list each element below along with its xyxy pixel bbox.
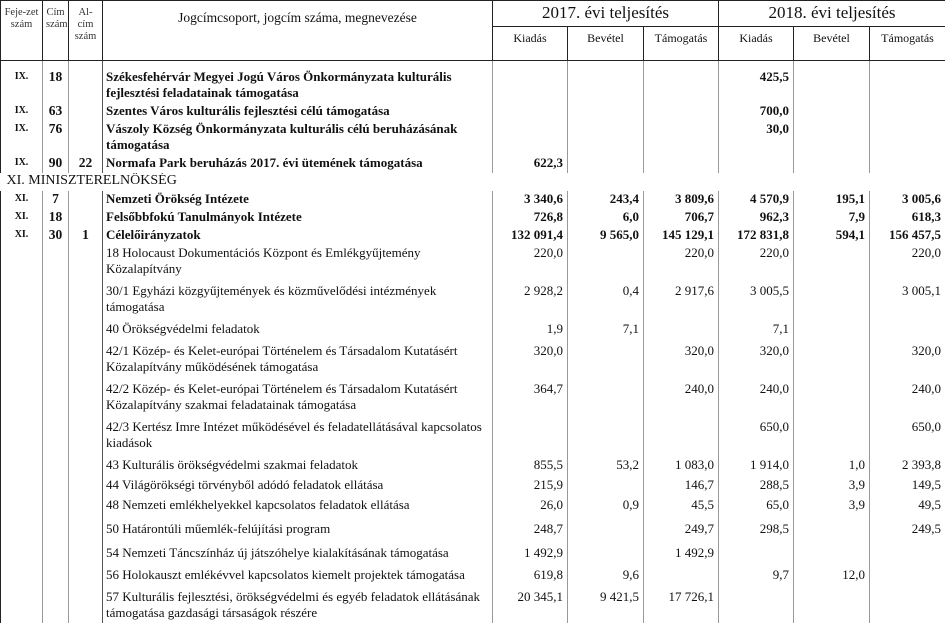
alcim-cell	[69, 497, 103, 521]
kiadas-2018-cell	[719, 155, 794, 173]
table-row	[1, 103, 945, 121]
tamogatas-2017-cell	[644, 69, 719, 103]
kiadas-2018-cell: 172 831,8	[719, 227, 794, 245]
tamogatas-2017-cell: 145 129,1	[644, 227, 719, 245]
cim-cell	[43, 497, 69, 521]
fejezet-cell: IX.	[1, 103, 43, 121]
kiadas-2018-cell: 700,0	[719, 103, 794, 121]
bevetel-2017-cell	[568, 121, 644, 155]
table-row	[1, 545, 945, 567]
kiadas-2017-cell: 20 345,1	[493, 589, 568, 623]
fejezet-cell: IX.	[1, 69, 43, 103]
kiadas-2018-cell: 220,0	[719, 245, 794, 283]
alcim-cell	[69, 191, 103, 209]
kiadas-2017-cell	[493, 419, 568, 457]
kiadas-2018-cell: 962,3	[719, 209, 794, 227]
tamogatas-2017-cell: 45,5	[644, 497, 719, 521]
tamogatas-2018-cell	[870, 321, 945, 343]
tamogatas-2018-cell: 3 005,1	[870, 283, 945, 321]
cim-cell: 90	[43, 155, 69, 173]
cim-cell	[43, 321, 69, 343]
fejezet-cell	[1, 343, 43, 381]
bevetel-2017-cell: 9 565,0	[568, 227, 644, 245]
tamogatas-2018-cell: 220,0	[870, 245, 945, 283]
table-row	[1, 381, 945, 419]
name-cell: 43 Kulturális örökségvédelmi szakmai feladatok	[103, 457, 493, 477]
bevetel-2018-cell: 7,9	[794, 209, 870, 227]
table-row	[1, 283, 945, 321]
fejezet-cell	[1, 457, 43, 477]
fejezet-cell	[1, 283, 43, 321]
name-cell: 48 Nemzeti emlékhelyekkel kapcsolatos feladatok ellátása	[103, 497, 493, 521]
cim-cell	[43, 419, 69, 457]
cim-cell: 18	[43, 69, 69, 103]
kiadas-2017-cell: 220,0	[493, 245, 568, 283]
col-header-2017: 2017. évi teljesítés	[493, 1, 719, 27]
tamogatas-2017-cell: 17 726,1	[644, 589, 719, 623]
fejezet-cell: IX.	[1, 155, 43, 173]
kiadas-2017-cell: 132 091,4	[493, 227, 568, 245]
bevetel-2017-cell	[568, 521, 644, 545]
fejezet-cell	[1, 477, 43, 497]
name-cell: 42/2 Közép- és Kelet-európai Történelem és Társadalom Kutatásért Közalapítvány szakmai feladatainak támogatása	[103, 381, 493, 419]
alcim-cell	[69, 457, 103, 477]
name-cell: 18 Holocaust Dokumentációs Központ és Emlékgyűjtemény Közalapítvány	[103, 245, 493, 283]
table-row	[1, 191, 945, 209]
cim-cell	[43, 283, 69, 321]
tamogatas-2018-cell: 2 393,8	[870, 457, 945, 477]
name-cell: Vászoly Község Önkormányzata kulturális célú beruházásának támogatása	[103, 121, 493, 155]
col-header-2017-kiadas: Kiadás	[493, 27, 568, 61]
col-header-2018-kiadas: Kiadás	[719, 27, 794, 61]
bevetel-2018-cell	[794, 245, 870, 283]
name-cell: Szentes Város kulturális fejlesztési célú támogatása	[103, 103, 493, 121]
tamogatas-2018-cell: 618,3	[870, 209, 945, 227]
name-cell: 42/1 Közép- és Kelet-európai Történelem és Társadalom Kutatásért Közalapítvány működésének támogatása	[103, 343, 493, 381]
kiadas-2017-cell: 1,9	[493, 321, 568, 343]
tamogatas-2017-cell	[644, 155, 719, 173]
table-row	[1, 419, 945, 457]
col-header-2018: 2018. évi teljesítés	[719, 1, 945, 27]
name-cell: Felsőbbfokú Tanulmányok Intézete	[103, 209, 493, 227]
tamogatas-2018-cell: 49,5	[870, 497, 945, 521]
kiadas-2018-cell: 240,0	[719, 381, 794, 419]
bevetel-2017-cell	[568, 245, 644, 283]
tamogatas-2018-cell: 3 005,6	[870, 191, 945, 209]
fejezet-cell: XI.	[1, 191, 43, 209]
table-row	[1, 567, 945, 589]
tamogatas-2018-cell: 149,5	[870, 477, 945, 497]
fejezet-cell	[1, 567, 43, 589]
col-header-cim: Cím szám	[43, 1, 69, 61]
tamogatas-2017-cell	[644, 103, 719, 121]
fejezet-cell	[1, 589, 43, 623]
bevetel-2017-cell: 7,1	[568, 321, 644, 343]
kiadas-2018-cell: 3 005,5	[719, 283, 794, 321]
tamogatas-2017-cell: 249,7	[644, 521, 719, 545]
alcim-cell	[69, 343, 103, 381]
alcim-cell	[69, 567, 103, 589]
cim-cell	[43, 245, 69, 283]
tamogatas-2017-cell	[644, 419, 719, 457]
tamogatas-2018-cell	[870, 69, 945, 103]
cim-cell: 18	[43, 209, 69, 227]
alcim-cell	[69, 69, 103, 103]
table-body	[1, 61, 945, 624]
bevetel-2018-cell	[794, 589, 870, 623]
table-row	[1, 155, 945, 173]
kiadas-2018-cell: 65,0	[719, 497, 794, 521]
kiadas-2017-cell	[493, 69, 568, 103]
cim-cell	[43, 589, 69, 623]
table-row	[1, 69, 945, 103]
fejezet-cell	[1, 245, 43, 283]
bevetel-2018-cell	[794, 103, 870, 121]
bevetel-2018-cell	[794, 155, 870, 173]
bevetel-2018-cell	[794, 283, 870, 321]
alcim-cell	[69, 419, 103, 457]
cim-cell	[43, 477, 69, 497]
kiadas-2017-cell: 622,3	[493, 155, 568, 173]
table-row	[1, 521, 945, 545]
tamogatas-2017-cell: 220,0	[644, 245, 719, 283]
kiadas-2018-cell	[719, 589, 794, 623]
bevetel-2017-cell: 9 421,5	[568, 589, 644, 623]
name-cell: 54 Nemzeti Táncszínház új játszóhelye kialakításának támogatása	[103, 545, 493, 567]
section-row	[1, 173, 945, 191]
cim-cell	[43, 567, 69, 589]
col-header-fejezet: Feje-zet szám	[1, 1, 43, 61]
kiadas-2018-cell: 1 914,0	[719, 457, 794, 477]
col-header-2017-bevetel: Bevétel	[568, 27, 644, 61]
col-header-2018-tamogatas: Támogatás	[870, 27, 945, 61]
bevetel-2017-cell: 9,6	[568, 567, 644, 589]
tamogatas-2018-cell: 156 457,5	[870, 227, 945, 245]
kiadas-2018-cell: 30,0	[719, 121, 794, 155]
cim-cell	[43, 521, 69, 545]
bevetel-2018-cell	[794, 321, 870, 343]
cim-cell: 7	[43, 191, 69, 209]
cim-cell: 30	[43, 227, 69, 245]
kiadas-2017-cell: 855,5	[493, 457, 568, 477]
tamogatas-2018-cell	[870, 103, 945, 121]
fejezet-cell	[1, 497, 43, 521]
bevetel-2018-cell: 3,9	[794, 477, 870, 497]
alcim-cell	[69, 321, 103, 343]
kiadas-2018-cell	[719, 545, 794, 567]
bevetel-2017-cell: 0,9	[568, 497, 644, 521]
kiadas-2017-cell: 726,8	[493, 209, 568, 227]
bevetel-2018-cell: 3,9	[794, 497, 870, 521]
fejezet-cell	[1, 521, 43, 545]
tamogatas-2017-cell: 1 492,9	[644, 545, 719, 567]
fejezet-cell: XI.	[1, 209, 43, 227]
cim-cell	[43, 381, 69, 419]
alcim-cell	[69, 245, 103, 283]
kiadas-2018-cell: 425,5	[719, 69, 794, 103]
alcim-cell: 22	[69, 155, 103, 173]
bevetel-2017-cell: 6,0	[568, 209, 644, 227]
tamogatas-2017-cell: 320,0	[644, 343, 719, 381]
bevetel-2017-cell	[568, 545, 644, 567]
tamogatas-2017-cell: 3 809,6	[644, 191, 719, 209]
alcim-cell	[69, 381, 103, 419]
kiadas-2018-cell: 288,5	[719, 477, 794, 497]
bevetel-2017-cell: 243,4	[568, 191, 644, 209]
bevetel-2018-cell	[794, 419, 870, 457]
kiadas-2017-cell: 619,8	[493, 567, 568, 589]
cim-cell: 63	[43, 103, 69, 121]
tamogatas-2018-cell: 650,0	[870, 419, 945, 457]
table-row	[1, 321, 945, 343]
fejezet-cell	[1, 321, 43, 343]
name-cell: 30/1 Egyházi közgyűjtemények és közművelődési intézmények támogatása	[103, 283, 493, 321]
name-cell: 42/3 Kertész Imre Intézet működésével és feladatellátásával kapcsolatos kiadások	[103, 419, 493, 457]
tamogatas-2017-cell	[644, 567, 719, 589]
bevetel-2017-cell	[568, 155, 644, 173]
kiadas-2017-cell: 248,7	[493, 521, 568, 545]
kiadas-2018-cell: 4 570,9	[719, 191, 794, 209]
kiadas-2018-cell: 650,0	[719, 419, 794, 457]
kiadas-2018-cell: 320,0	[719, 343, 794, 381]
bevetel-2017-cell	[568, 69, 644, 103]
bevetel-2017-cell: 53,2	[568, 457, 644, 477]
tamogatas-2018-cell	[870, 589, 945, 623]
tamogatas-2017-cell: 1 083,0	[644, 457, 719, 477]
cim-cell	[43, 457, 69, 477]
kiadas-2017-cell: 320,0	[493, 343, 568, 381]
name-cell: 56 Holokauszt emlékévvel kapcsolatos kiemelt projektek támogatása	[103, 567, 493, 589]
tamogatas-2018-cell: 320,0	[870, 343, 945, 381]
alcim-cell	[69, 283, 103, 321]
bevetel-2017-cell	[568, 343, 644, 381]
bevetel-2017-cell: 0,4	[568, 283, 644, 321]
table-row	[1, 121, 945, 155]
name-cell: 40 Örökségvédelmi feladatok	[103, 321, 493, 343]
cim-cell	[43, 343, 69, 381]
bevetel-2017-cell	[568, 477, 644, 497]
col-header-alcim: Al-cím szám	[69, 1, 103, 61]
tamogatas-2018-cell	[870, 545, 945, 567]
bevetel-2018-cell	[794, 343, 870, 381]
kiadas-2018-cell: 9,7	[719, 567, 794, 589]
name-cell: Nemzeti Örökség Intézete	[103, 191, 493, 209]
bevetel-2018-cell: 195,1	[794, 191, 870, 209]
name-cell: 44 Világörökségi törvényből adódó feladatok ellátása	[103, 477, 493, 497]
bevetel-2017-cell	[568, 419, 644, 457]
table-row	[1, 227, 945, 245]
name-cell: Normafa Park beruházás 2017. évi ütemének támogatása	[103, 155, 493, 173]
name-cell: 57 Kulturális fejlesztési, örökségvédelmi és egyéb feladatok ellátásának támogatása gazdasági társaságok részére	[103, 589, 493, 623]
bevetel-2018-cell	[794, 121, 870, 155]
table-row	[1, 245, 945, 283]
cim-cell	[43, 545, 69, 567]
col-header-2017-tamogatas: Támogatás	[644, 27, 719, 61]
fejezet-cell: IX.	[1, 121, 43, 155]
table-row	[1, 477, 945, 497]
tamogatas-2018-cell: 249,5	[870, 521, 945, 545]
alcim-cell	[69, 589, 103, 623]
fejezet-cell	[1, 545, 43, 567]
section-title: XI. MINISZTERELNÖKSÉG	[6, 173, 177, 188]
tamogatas-2017-cell: 2 917,6	[644, 283, 719, 321]
bevetel-2017-cell	[568, 381, 644, 419]
alcim-cell	[69, 209, 103, 227]
kiadas-2017-cell: 1 492,9	[493, 545, 568, 567]
bevetel-2017-cell	[568, 103, 644, 121]
tamogatas-2018-cell	[870, 567, 945, 589]
bevetel-2018-cell: 12,0	[794, 567, 870, 589]
kiadas-2017-cell: 2 928,2	[493, 283, 568, 321]
tamogatas-2017-cell: 240,0	[644, 381, 719, 419]
kiadas-2017-cell: 26,0	[493, 497, 568, 521]
kiadas-2017-cell	[493, 121, 568, 155]
name-cell: Célelőirányzatok	[103, 227, 493, 245]
fejezet-cell	[1, 381, 43, 419]
alcim-cell	[69, 521, 103, 545]
alcim-cell	[69, 121, 103, 155]
cim-cell: 76	[43, 121, 69, 155]
bevetel-2018-cell	[794, 545, 870, 567]
table-row	[1, 457, 945, 477]
name-cell: 50 Határontúli műemlék-felújítási program	[103, 521, 493, 545]
tamogatas-2018-cell	[870, 121, 945, 155]
table-row	[1, 209, 945, 227]
alcim-cell	[69, 477, 103, 497]
fejezet-cell: XI.	[1, 227, 43, 245]
alcim-cell	[69, 545, 103, 567]
tamogatas-2017-cell	[644, 321, 719, 343]
bevetel-2018-cell	[794, 381, 870, 419]
tamogatas-2018-cell	[870, 155, 945, 173]
tamogatas-2017-cell	[644, 121, 719, 155]
bevetel-2018-cell	[794, 69, 870, 103]
tamogatas-2017-cell: 706,7	[644, 209, 719, 227]
col-header-name: Jogcímcsoport, jogcím száma, megnevezése	[103, 1, 493, 61]
kiadas-2017-cell: 3 340,6	[493, 191, 568, 209]
table-row	[1, 497, 945, 521]
name-cell: Székesfehérvár Megyei Jogú Város Önkormányzata kulturális fejlesztési feladatainak támogatása	[103, 69, 493, 103]
fejezet-cell	[1, 419, 43, 457]
kiadas-2017-cell	[493, 103, 568, 121]
alcim-cell	[69, 103, 103, 121]
table-row	[1, 589, 945, 623]
bevetel-2018-cell: 594,1	[794, 227, 870, 245]
tamogatas-2018-cell: 240,0	[870, 381, 945, 419]
alcim-cell: 1	[69, 227, 103, 245]
bevetel-2018-cell	[794, 521, 870, 545]
table-row	[1, 343, 945, 381]
col-header-2018-bevetel: Bevétel	[794, 27, 870, 61]
bevetel-2018-cell: 1,0	[794, 457, 870, 477]
tamogatas-2017-cell: 146,7	[644, 477, 719, 497]
kiadas-2018-cell: 298,5	[719, 521, 794, 545]
kiadas-2017-cell: 215,9	[493, 477, 568, 497]
kiadas-2017-cell: 364,7	[493, 381, 568, 419]
kiadas-2018-cell: 7,1	[719, 321, 794, 343]
